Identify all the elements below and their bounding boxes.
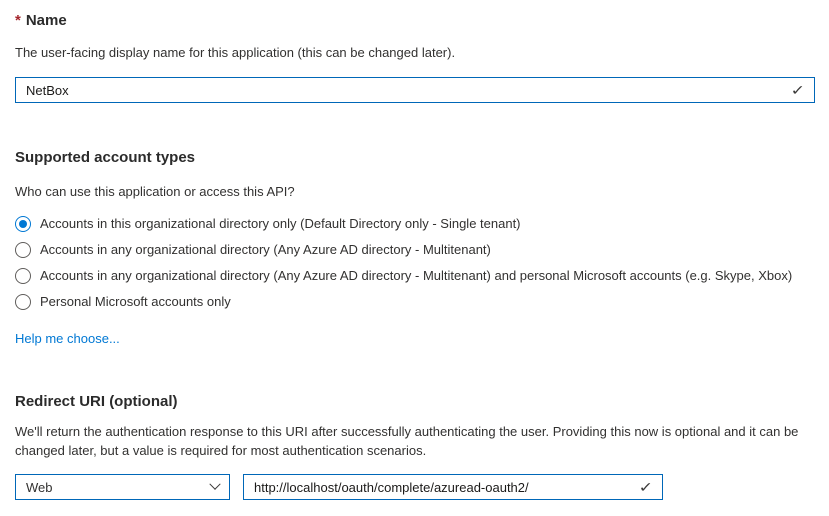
name-description: The user-facing display name for this application (this can be changed later). [15, 45, 456, 60]
account-types-title: Supported account types [15, 149, 196, 166]
redirect-uri-controls [15, 474, 815, 500]
name-input[interactable] [15, 77, 815, 103]
account-type-option-label: Accounts in any organizational directory (Any Azure AD directory - Multitenant) [40, 242, 491, 257]
account-type-option-label: Accounts in any organizational directory (Any Azure AD directory - Multitenant) and personal Microsoft accounts (e.g. Skype, Xbox) [40, 268, 793, 283]
redirect-uri-description: We'll return the authentication response to this URI after successfully authenticating the user. Providing this now is optional and it can be changed later, but a value is required for most authentication scenarios. [15, 424, 799, 458]
account-type-option-label: Accounts in this organizational directory only (Default Directory only - Single tenant) [40, 216, 521, 231]
radio-button-icon[interactable] [15, 242, 31, 258]
redirect-uri-section [15, 391, 815, 500]
name-section [15, 10, 815, 103]
redirect-uri-value: http://localhost/oauth/complete/azuread-oauth2/ [254, 479, 529, 495]
help-me-choose-link[interactable]: Help me choose... [15, 331, 120, 346]
valid-checkmark-icon: ✓ [790, 82, 806, 98]
radio-button-icon[interactable] [15, 268, 31, 284]
redirect-uri-title: Redirect URI (optional) [15, 393, 178, 410]
account-type-radio-group [15, 211, 815, 315]
supported-account-types-section [15, 147, 815, 346]
account-types-question: Who can use this application or access this API? [15, 184, 295, 199]
valid-checkmark-icon: ✓ [638, 479, 654, 495]
required-asterisk: * [15, 12, 21, 29]
radio-button-icon[interactable] [15, 294, 31, 310]
platform-select-value: Web [26, 479, 53, 495]
account-type-option-multitenant-personal[interactable] [15, 263, 815, 289]
account-type-option-label: Personal Microsoft accounts only [40, 294, 231, 309]
chevron-down-icon [209, 479, 220, 490]
platform-select[interactable] [15, 474, 230, 500]
redirect-uri-input[interactable] [243, 474, 663, 500]
name-input-value: NetBox [26, 82, 69, 98]
account-type-option-single-tenant[interactable] [15, 211, 815, 237]
radio-button-icon[interactable] [15, 216, 31, 232]
account-type-option-multitenant[interactable] [15, 237, 815, 263]
account-type-option-personal-only[interactable] [15, 289, 815, 315]
name-title-text: Name [25, 12, 67, 29]
name-section-title [15, 10, 815, 31]
